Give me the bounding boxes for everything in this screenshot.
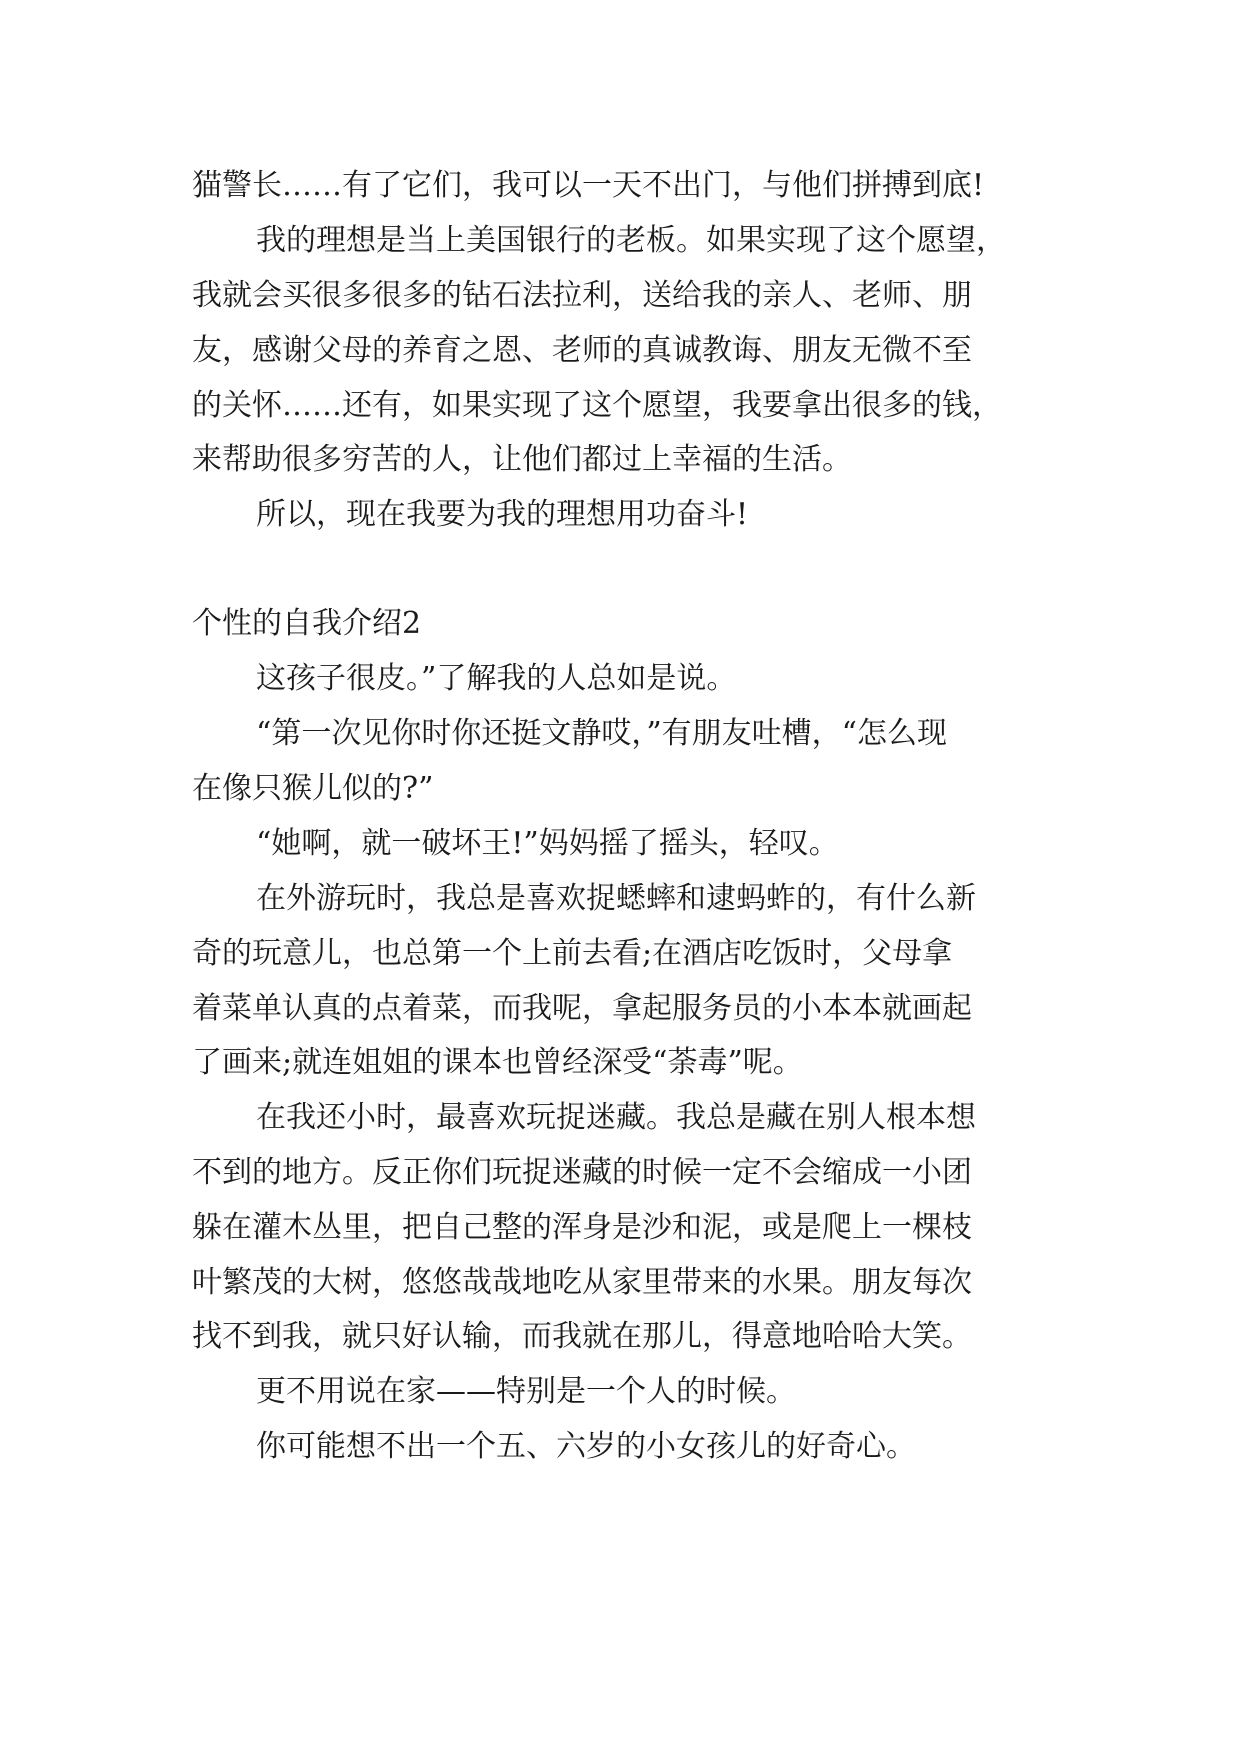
text-line: 所以，现在我要为我的理想用功奋斗! — [256, 497, 749, 532]
text-line: 更不用说在家——特别是一个人的时候。 — [256, 1374, 796, 1409]
text-line: 了画来;就连姐姐的课本也曾经深受“荼毒”呢。 — [192, 1045, 803, 1080]
text-line: 我的理想是当上美国银行的老板。如果实现了这个愿望， — [256, 223, 1006, 258]
text-line: 在外游玩时，我总是喜欢捉蟋蟀和逮蚂蚱的，有什么新 — [256, 881, 976, 916]
text-line: “她啊，就一破坏王!”妈妈摇了摇头，轻叹。 — [256, 826, 839, 861]
text-line: 猫警长……有了它们，我可以一天不出门，与他们拼搏到底! — [192, 168, 985, 203]
text-line: 在像只猴儿似的?” — [192, 771, 434, 806]
text-line: 躲在灌木丛里，把自己整的浑身是沙和泥，或是爬上一棵枝 — [192, 1210, 972, 1245]
text-line: 你可能想不出一个五、六岁的小女孩儿的好奇心。 — [256, 1429, 916, 1464]
text-line: 叶繁茂的大树，悠悠哉哉地吃从家里带来的水果。朋友每次 — [192, 1265, 972, 1300]
text-line: “第一次见你时你还挺文静哎，”有朋友吐槽，“怎么现 — [256, 716, 948, 751]
text-line: 的关怀……还有，如果实现了这个愿望，我要拿出很多的钱， — [192, 388, 1002, 423]
text-line: 奇的玩意儿，也总第一个上前去看;在酒店吃饭时，父母拿 — [192, 936, 953, 971]
text-line: 在我还小时，最喜欢玩捉迷藏。我总是藏在别人根本想 — [256, 1100, 976, 1135]
text-line: 找不到我，就只好认输，而我就在那儿，得意地哈哈大笑。 — [192, 1319, 972, 1354]
text-line: 不到的地方。反正你们玩捉迷藏的时候一定不会缩成一小团 — [192, 1155, 972, 1190]
text-line: 来帮助很多穷苦的人，让他们都过上幸福的生活。 — [192, 442, 852, 477]
text-line: 着菜单认真的点着菜，而我呢，拿起服务员的小本本就画起 — [192, 991, 972, 1026]
text-line: 友，感谢父母的养育之恩、老师的真诚教诲、朋友无微不至 — [192, 333, 972, 368]
text-line: 我就会买很多很多的钻石法拉利，送给我的亲人、老师、朋 — [192, 278, 972, 313]
section-heading: 个性的自我介绍2 — [192, 606, 422, 641]
text-line: 这孩子很皮。”了解我的人总如是说。 — [256, 661, 737, 696]
